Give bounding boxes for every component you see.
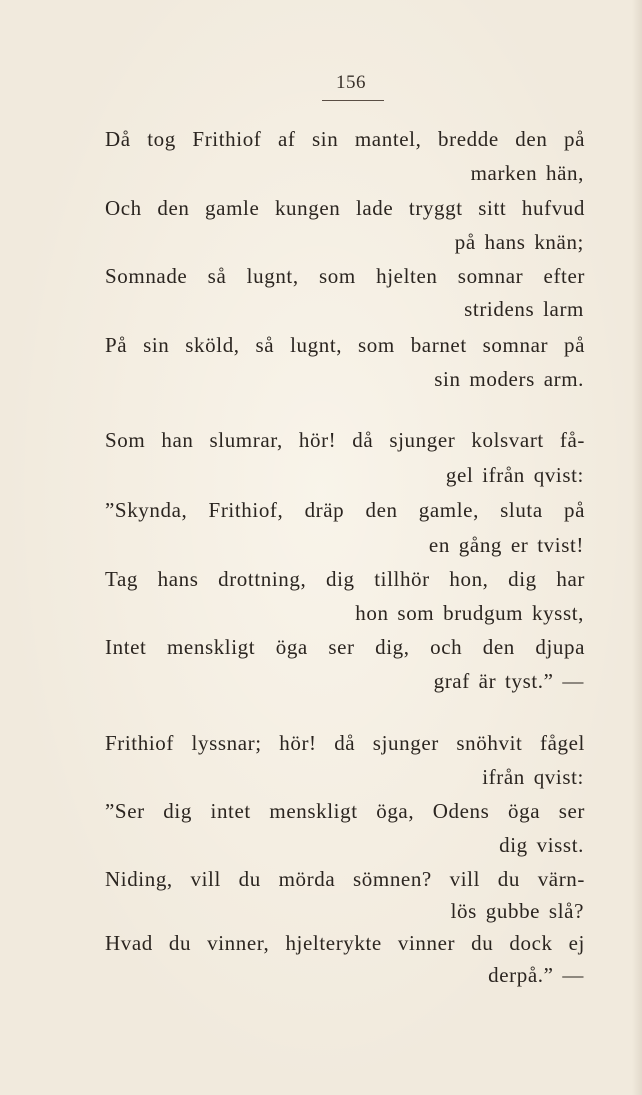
poem-line: Hvad du vinner, hjelterykte vinner du dock ej (105, 931, 585, 955)
poem-line: Frithiof lyssnar; hör! då sjunger snöhvit fågel (105, 731, 585, 755)
poem-line: ”Ser dig intet menskligt öga, Odens öga ser (105, 799, 585, 823)
poem-line-continuation: hon som brudgum kysst, (355, 601, 584, 625)
poem-line: Som han slumrar, hör! då sjunger kolsvart få- (105, 428, 585, 452)
poem-line: Niding, vill du mörda sömnen? vill du värn- (105, 867, 585, 891)
poem-line-continuation: lös gubbe slå? (450, 899, 584, 923)
poem-line-continuation: en gång er tvist! (428, 533, 584, 557)
poem-line: Somnade så lugnt, som hjelten somnar efter (105, 264, 585, 288)
poem-line: På sin sköld, så lugnt, som barnet somnar på (105, 333, 585, 357)
poem-line-continuation: graf är tyst.” — (433, 669, 584, 693)
page-edge-shadow (632, 0, 642, 1095)
poem-line-continuation: stridens larm (464, 297, 584, 321)
page-number-rule (322, 100, 384, 101)
poem-line-continuation: gel ifrån qvist: (445, 463, 584, 487)
poem-line: Och den gamle kungen lade tryggt sitt hufvud (105, 196, 585, 220)
page-number: 156 (336, 72, 366, 93)
poem-line: Tag hans drottning, dig tillhör hon, dig har (105, 567, 585, 591)
poem-line-continuation: sin moders arm. (434, 367, 584, 391)
poem-line-continuation: dig visst. (499, 833, 584, 857)
poem-line-continuation: derpå.” — (488, 963, 584, 987)
poem-line: Intet menskligt öga ser dig, och den djupa (105, 635, 585, 659)
poem-line: ”Skynda, Frithiof, dräp den gamle, sluta på (105, 498, 585, 522)
poem-line-continuation: på hans knän; (454, 230, 584, 254)
poem-line-continuation: marken hän, (470, 161, 584, 185)
poem-line-continuation: ifrån qvist: (482, 765, 584, 789)
poem-line: Då tog Frithiof af sin mantel, bredde den på (105, 127, 585, 151)
